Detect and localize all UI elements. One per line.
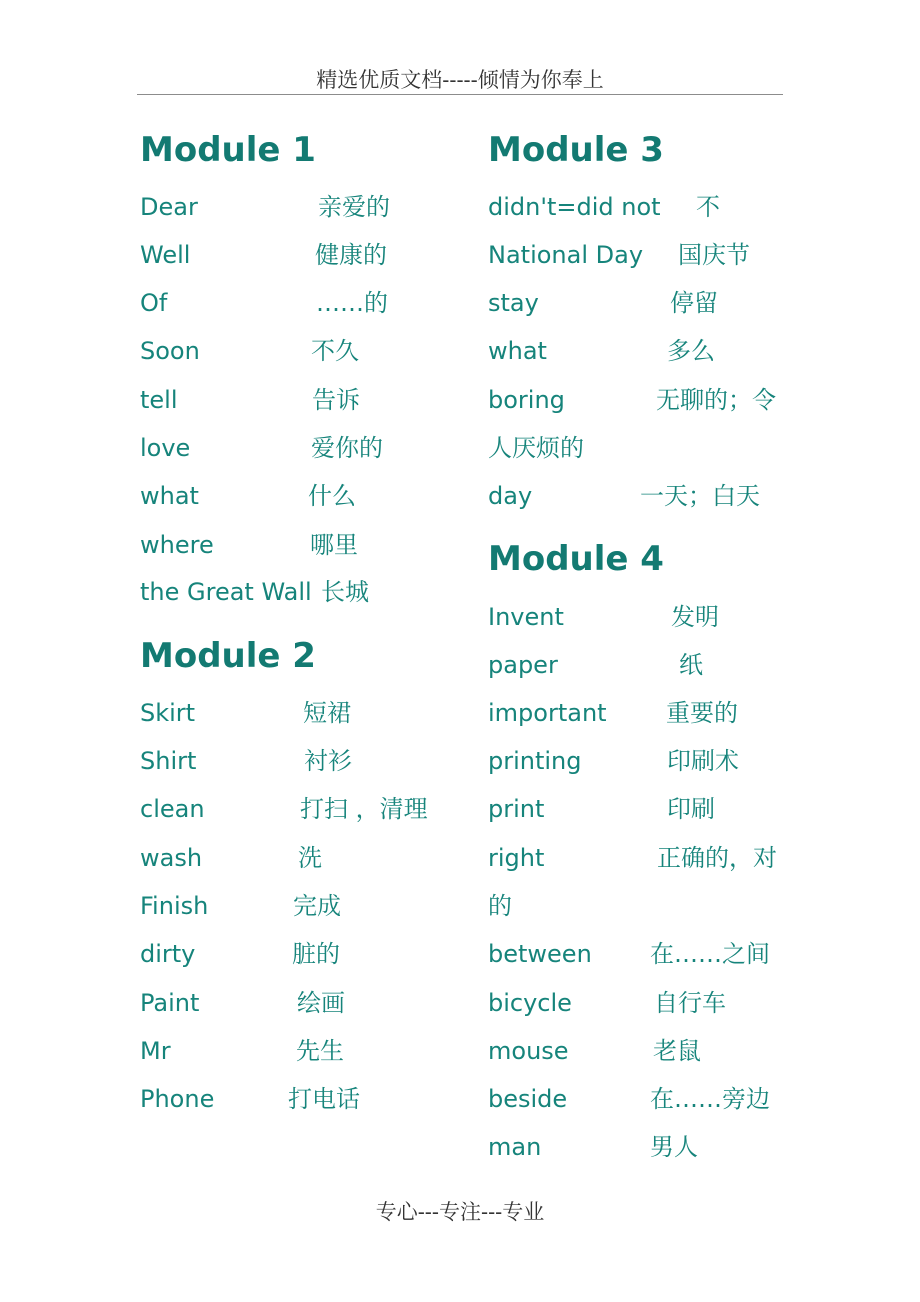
- vocab-en: Shirt: [140, 747, 197, 775]
- vocab-en: where: [140, 531, 214, 559]
- vocab-zh: 洗: [298, 844, 322, 872]
- vocab-zh: 不: [696, 193, 720, 221]
- vocab-zh: 绘画: [297, 989, 345, 1017]
- page-header: 精选优质文档-----倾情为你奉上: [316, 68, 604, 92]
- vocab-en: mouse: [488, 1037, 569, 1065]
- vocab-en: dirty: [140, 940, 196, 968]
- vocab-en: important: [488, 699, 607, 727]
- vocab-en: bicycle: [488, 989, 572, 1017]
- vocab-zh-continued: 人厌烦的: [488, 434, 584, 462]
- vocab-zh: 自行车: [654, 989, 726, 1017]
- vocab-zh: 亲爱的: [318, 193, 390, 221]
- vocab-zh: 脏的: [292, 940, 340, 968]
- vocab-en: man: [488, 1133, 542, 1161]
- vocab-en: Well: [140, 241, 191, 269]
- vocab-zh: 男人: [650, 1133, 698, 1161]
- vocab-en: stay: [488, 289, 539, 317]
- vocab-en: between: [488, 940, 592, 968]
- vocab-zh: 长城: [321, 578, 369, 606]
- vocab-zh: 打扫 ，清理: [300, 795, 428, 823]
- vocab-en: boring: [488, 386, 565, 414]
- vocab-en: Dear: [140, 193, 198, 221]
- module-4-title: Module 4: [488, 539, 664, 579]
- vocab-en: wash: [140, 844, 203, 872]
- vocab-en: Invent: [488, 603, 564, 631]
- vocab-en: Paint: [140, 989, 200, 1017]
- vocab-en: print: [488, 795, 545, 823]
- vocab-en: what: [140, 482, 199, 510]
- vocab-en: National Day: [488, 241, 644, 269]
- vocab-en: beside: [488, 1085, 568, 1113]
- vocab-zh: 告诉: [312, 386, 360, 414]
- vocab-zh: 老鼠: [653, 1037, 701, 1065]
- vocab-en: Finish: [140, 892, 209, 920]
- vocab-zh: 发明: [671, 603, 719, 631]
- vocab-en: clean: [140, 795, 205, 823]
- vocab-en: printing: [488, 747, 582, 775]
- vocab-zh: 无聊的；令: [656, 386, 776, 414]
- vocab-zh: 停留: [670, 289, 718, 317]
- vocab-en: love: [140, 434, 191, 462]
- vocab-en: right: [488, 844, 545, 872]
- module-1-title: Module 1: [140, 130, 316, 170]
- vocab-zh: 在……旁边: [650, 1085, 770, 1113]
- vocab-zh: 纸: [679, 651, 703, 679]
- vocab-zh: 在……之间: [650, 940, 770, 968]
- vocab-zh: 印刷: [667, 795, 715, 823]
- vocab-zh: 健康的: [315, 241, 387, 269]
- vocab-en: Phone: [140, 1085, 215, 1113]
- vocab-zh: 爱你的: [311, 434, 383, 462]
- vocab-en: Of: [140, 289, 168, 317]
- vocab-zh: 印刷术: [667, 747, 739, 775]
- vocab-zh: 国庆节: [678, 241, 750, 269]
- vocab-zh: 先生: [296, 1037, 344, 1065]
- vocab-en: tell: [140, 386, 178, 414]
- module-2-title: Module 2: [140, 636, 316, 676]
- vocab-en: didn't=did not: [488, 193, 661, 221]
- vocab-zh: 重要的: [666, 699, 738, 727]
- vocab-zh-continued: 的: [488, 892, 512, 920]
- vocab-en: Skirt: [140, 699, 196, 727]
- vocab-zh: 什么: [308, 482, 356, 510]
- vocab-zh: 多么: [667, 337, 715, 365]
- vocab-en: the Great Wall: [140, 578, 312, 606]
- vocab-zh: 短裙: [303, 699, 351, 727]
- module-3-title: Module 3: [488, 130, 664, 170]
- vocab-zh: 打电话: [288, 1085, 360, 1113]
- vocab-zh: 一天；白天: [640, 482, 760, 510]
- vocab-zh: 完成: [293, 892, 341, 920]
- vocab-en: Soon: [140, 337, 200, 365]
- page-footer: 专心---专注---专业: [375, 1200, 545, 1224]
- vocab-zh: 正确的，对: [657, 844, 777, 872]
- vocab-en: what: [488, 337, 547, 365]
- vocab-zh: ……的: [316, 289, 388, 317]
- vocab-zh: 哪里: [310, 531, 358, 559]
- vocab-zh: 不久: [311, 337, 359, 365]
- vocab-en: day: [488, 482, 533, 510]
- vocab-zh: 衬衫: [304, 747, 352, 775]
- header-divider: [137, 94, 783, 95]
- vocab-en: paper: [488, 651, 558, 679]
- vocab-en: Mr: [140, 1037, 171, 1065]
